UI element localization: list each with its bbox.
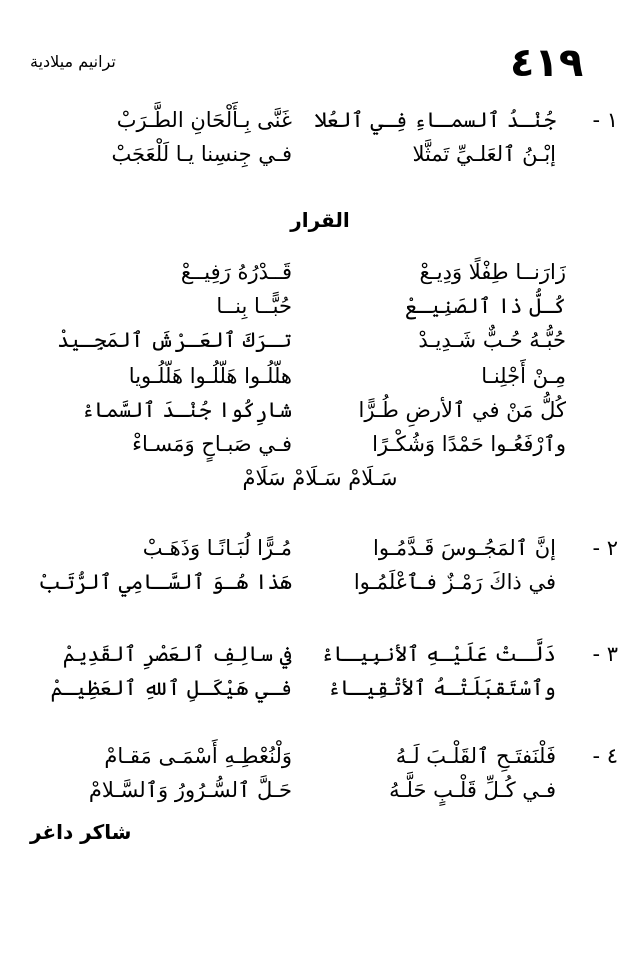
chorus-hemistich: زَارَنــا طِفْلًا وَدِيـعْ <box>419 260 566 284</box>
verse-hemistich: مُـرًّا لُبَـانًـا وَذَهَـبْ <box>142 536 292 560</box>
chorus-hemistich: حُبًّــا بِنــا <box>216 294 292 318</box>
chorus-refrain: سَـلَامْ سَـلَامْ سَلَامْ <box>242 466 398 490</box>
stanza-number: ٤ - <box>592 744 618 768</box>
chorus-hemistich: وٱرْفَعُـوا حَمْدًا وَشُكْـرًا <box>372 432 566 456</box>
chorus-hemistich: تـرَكَ ٱلعَـرْشَ ٱلمَجِـيدْ <box>57 328 292 352</box>
verse-hemistich: إبْـنُ ٱلعَلـيِّ تَمثَّلا <box>412 142 556 166</box>
chorus-heading: القرار <box>290 208 350 232</box>
verse-hemistich: فـي جِنسِنا يـا لَلْعَجَبْ <box>111 142 292 166</box>
verse-hemistich: غَنَّى بِـأَلْحَانِ الطَّـرَبْ <box>116 108 292 132</box>
chorus-hemistich: حُبُّـهُ حُـبٌّ شَـدِيـدْ <box>418 328 566 352</box>
verse-hemistich: في ذاكَ رَمْـزٌ فـٱعْلَمُـوا <box>353 570 556 594</box>
page-number: ٤١٩ <box>510 40 584 86</box>
verse-hemistich: هَذا هُـوَ ٱلسَّـامِي ٱلرُّتَبْ <box>38 570 292 594</box>
stanza-number: ١ - <box>592 108 618 132</box>
author-name: شاكر داغر <box>30 820 132 844</box>
verse-hemistich: حَـلَّ ٱلسُّـرُورُ وَٱلسَّـلامْ <box>88 778 292 802</box>
verse-hemistich: فَلْنَفتَـحِ ٱلقَلْـبَ لَـهُ <box>395 744 556 768</box>
chorus-hemistich: مِـنْ أَجْلِنـا <box>481 364 566 388</box>
chorus-hemistich: هلّلُـوا هَلّلُـوا هَلّلُـويا <box>128 364 292 388</box>
chorus-hemistich: كُلُّ مَنْ في ٱلأرضِ طُـرًّا <box>358 398 566 422</box>
verse-hemistich: فـي كُـلِّ قَلْـبٍ حَلَّـهُ <box>389 778 556 802</box>
chorus-hemistich: كُـلُّ ذا ٱلصَنِيـعْ <box>404 294 566 318</box>
verse-hemistich: وَلْنُعْطِـهِ أَسْمَـى مَقـامْ <box>104 744 292 768</box>
book-title: ترانيم ميلادية <box>30 52 116 71</box>
verse-hemistich: جُنْـدُ ٱلسمـاءِ فِـي ٱلعُلا <box>314 108 556 132</box>
stanza-number: ٣ - <box>592 642 618 666</box>
verse-hemistich: وٱسْتَقبَلَتْـهُ ٱلأتْقِيـاءْ <box>327 676 556 700</box>
verse-hemistich: فـي هَيْكَـلِ ٱللهِ ٱلعَظِيـمْ <box>50 676 292 700</box>
chorus-hemistich: فـي صَبـاحٍ وَمَسـاءْ <box>132 432 292 456</box>
chorus-hemistich: شارِكُوا جُنْـدَ ٱلسَّماءْ <box>81 398 292 422</box>
verse-hemistich: دَلَّـتْ عَلَيْـهِ ٱلأنبِيـاءْ <box>321 642 556 666</box>
verse-hemistich: إنَّ ٱلمَجُـوسَ قَـدَّمُـوا <box>373 536 556 560</box>
stanza-number: ٢ - <box>592 536 618 560</box>
verse-hemistich: في سالِفِ ٱلعَصْرِ ٱلقَدِيمْ <box>62 642 292 666</box>
chorus-hemistich: قَــدْرُهُ رَفِيــعْ <box>180 260 292 284</box>
